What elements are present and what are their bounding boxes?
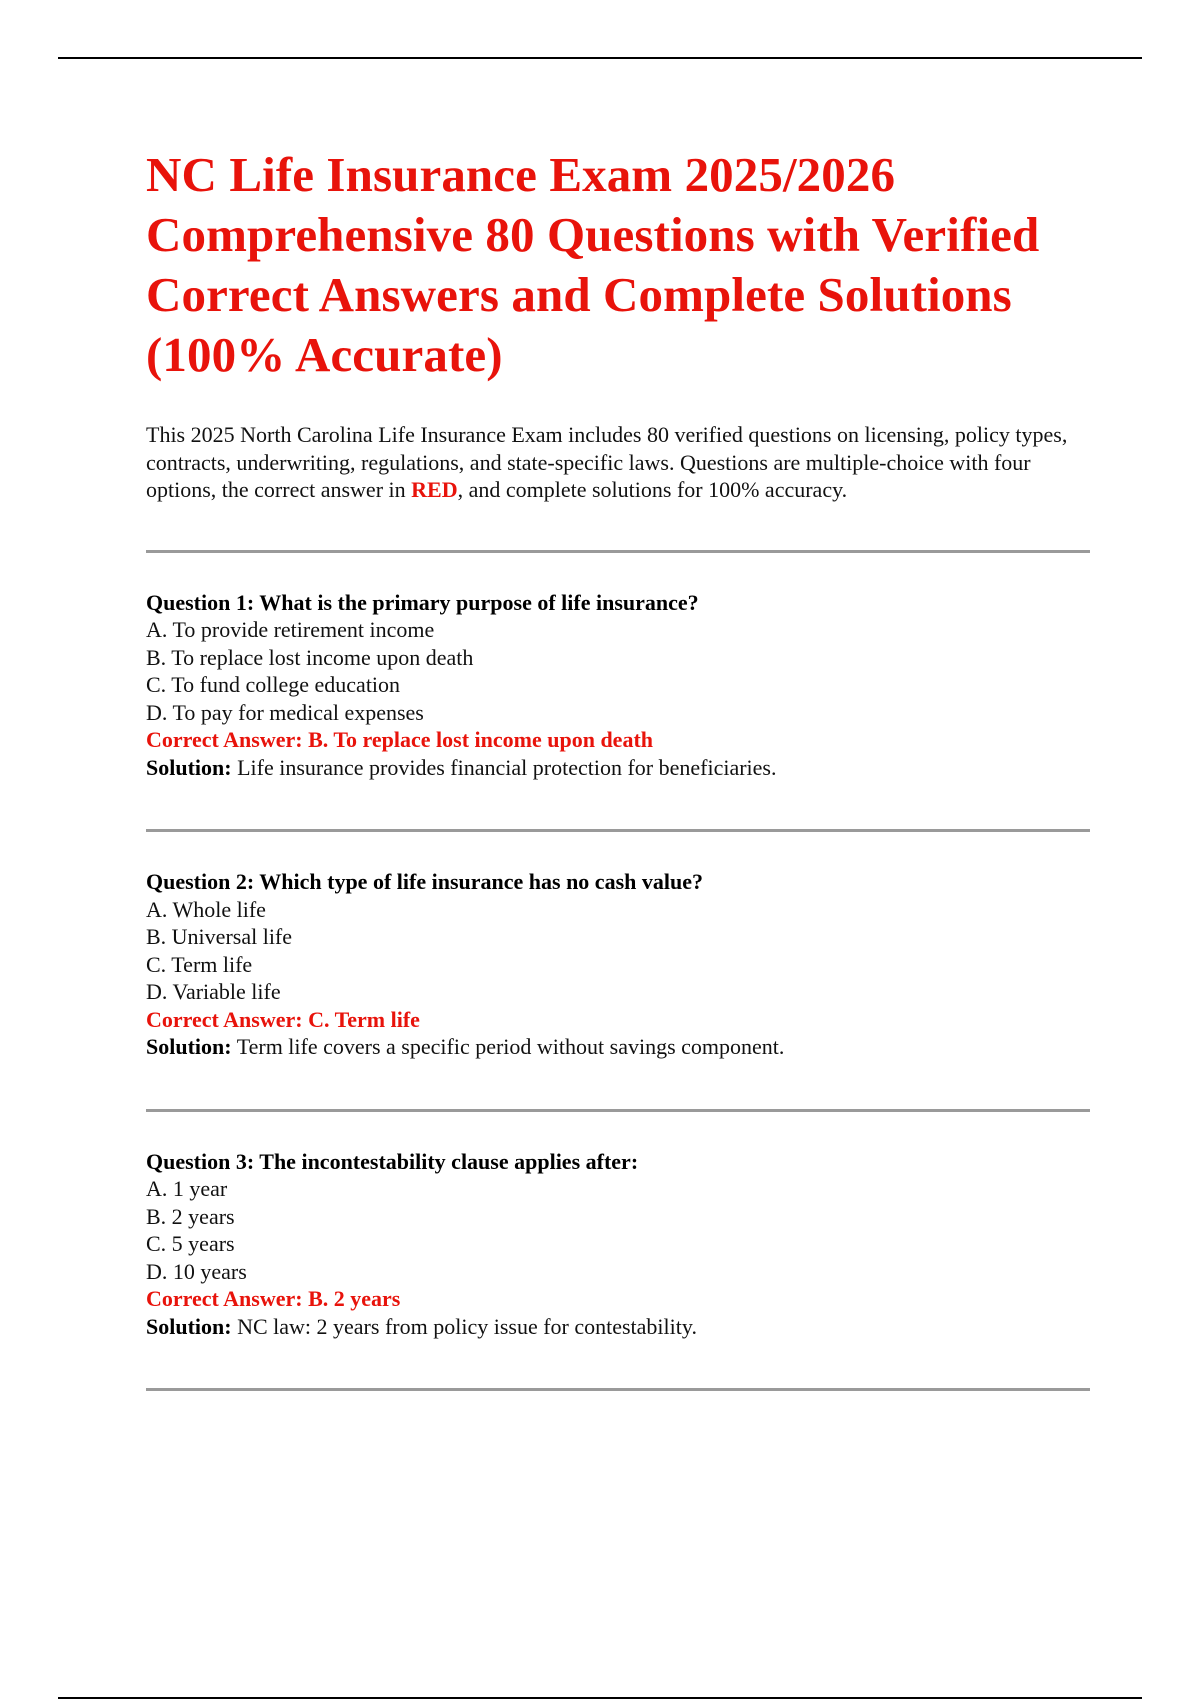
solution	[146, 754, 1090, 782]
answer-option-d: D. 10 years	[146, 1258, 247, 1284]
answer-option-b: B. To replace lost income upon death	[146, 644, 474, 670]
question-block-3	[146, 1148, 1090, 1341]
correct-answer: Correct Answer: B. To replace lost income upon death	[146, 727, 653, 752]
section-divider	[146, 1388, 1090, 1391]
intro-paragraph	[146, 421, 1090, 504]
answer-option-c: C. Term life	[146, 951, 253, 977]
page-bottom-rule	[58, 1697, 1142, 1699]
solution-text: NC law: 2 years from policy issue for contestability.	[231, 1313, 697, 1339]
solution-text: Life insurance provides financial protection for beneficiaries.	[231, 754, 777, 780]
document-title: NC Life Insurance Exam 2025/2026 Comprehensive 80 Questions with Verified Correct Answers and Complete Solutions (100% Accurate)	[146, 147, 1040, 382]
section-divider	[146, 1109, 1090, 1112]
answer-option-d: D. To pay for medical expenses	[146, 699, 424, 725]
question-text: Question 1: What is the primary purpose of life insurance?	[146, 589, 699, 615]
answer-option-a: A. Whole life	[146, 896, 266, 922]
answer-option-c: C. To fund college education	[146, 672, 401, 697]
intro-text-start: This 2025 North Carolina Life Insurance Exam includes 80 verified questions on licensing, policy types, contracts, underwriting, regulations, and state-specific laws. Questions are multiple-choice with four options, the correct answer in	[146, 422, 1068, 502]
question-block-1	[146, 589, 1090, 782]
answer-option-d: D. Variable life	[146, 979, 281, 1004]
section-divider	[146, 829, 1090, 832]
page-top-rule	[58, 57, 1142, 59]
intro-text-end: , and complete solutions for 100% accuracy.	[457, 477, 848, 502]
document-body	[146, 145, 1090, 1391]
question-block-2	[146, 868, 1090, 1061]
answer-option-b: B. Universal life	[146, 924, 293, 949]
answer-option-a: A. To provide retirement income	[146, 617, 435, 642]
answer-option-a: A. 1 year	[146, 1176, 228, 1201]
solution	[146, 1313, 1090, 1341]
answer-option-b: B. 2 years	[146, 1203, 235, 1229]
correct-answer: Correct Answer: B. 2 years	[146, 1286, 401, 1311]
question-text: Question 3: The incontestability clause applies after:	[146, 1148, 639, 1174]
solution-text: Term life covers a specific period without savings component.	[231, 1034, 785, 1059]
correct-answer: Correct Answer: C. Term life	[146, 1006, 420, 1032]
solution-label: Solution:	[146, 1313, 232, 1339]
solution	[146, 1033, 1090, 1061]
answer-option-c: C. 5 years	[146, 1231, 235, 1256]
question-text: Question 2: Which type of life insurance has no cash value?	[146, 869, 703, 894]
solution-label: Solution:	[146, 1034, 232, 1059]
intro-red-highlight: RED	[411, 477, 458, 502]
section-divider	[146, 550, 1090, 553]
solution-label: Solution:	[146, 754, 232, 780]
